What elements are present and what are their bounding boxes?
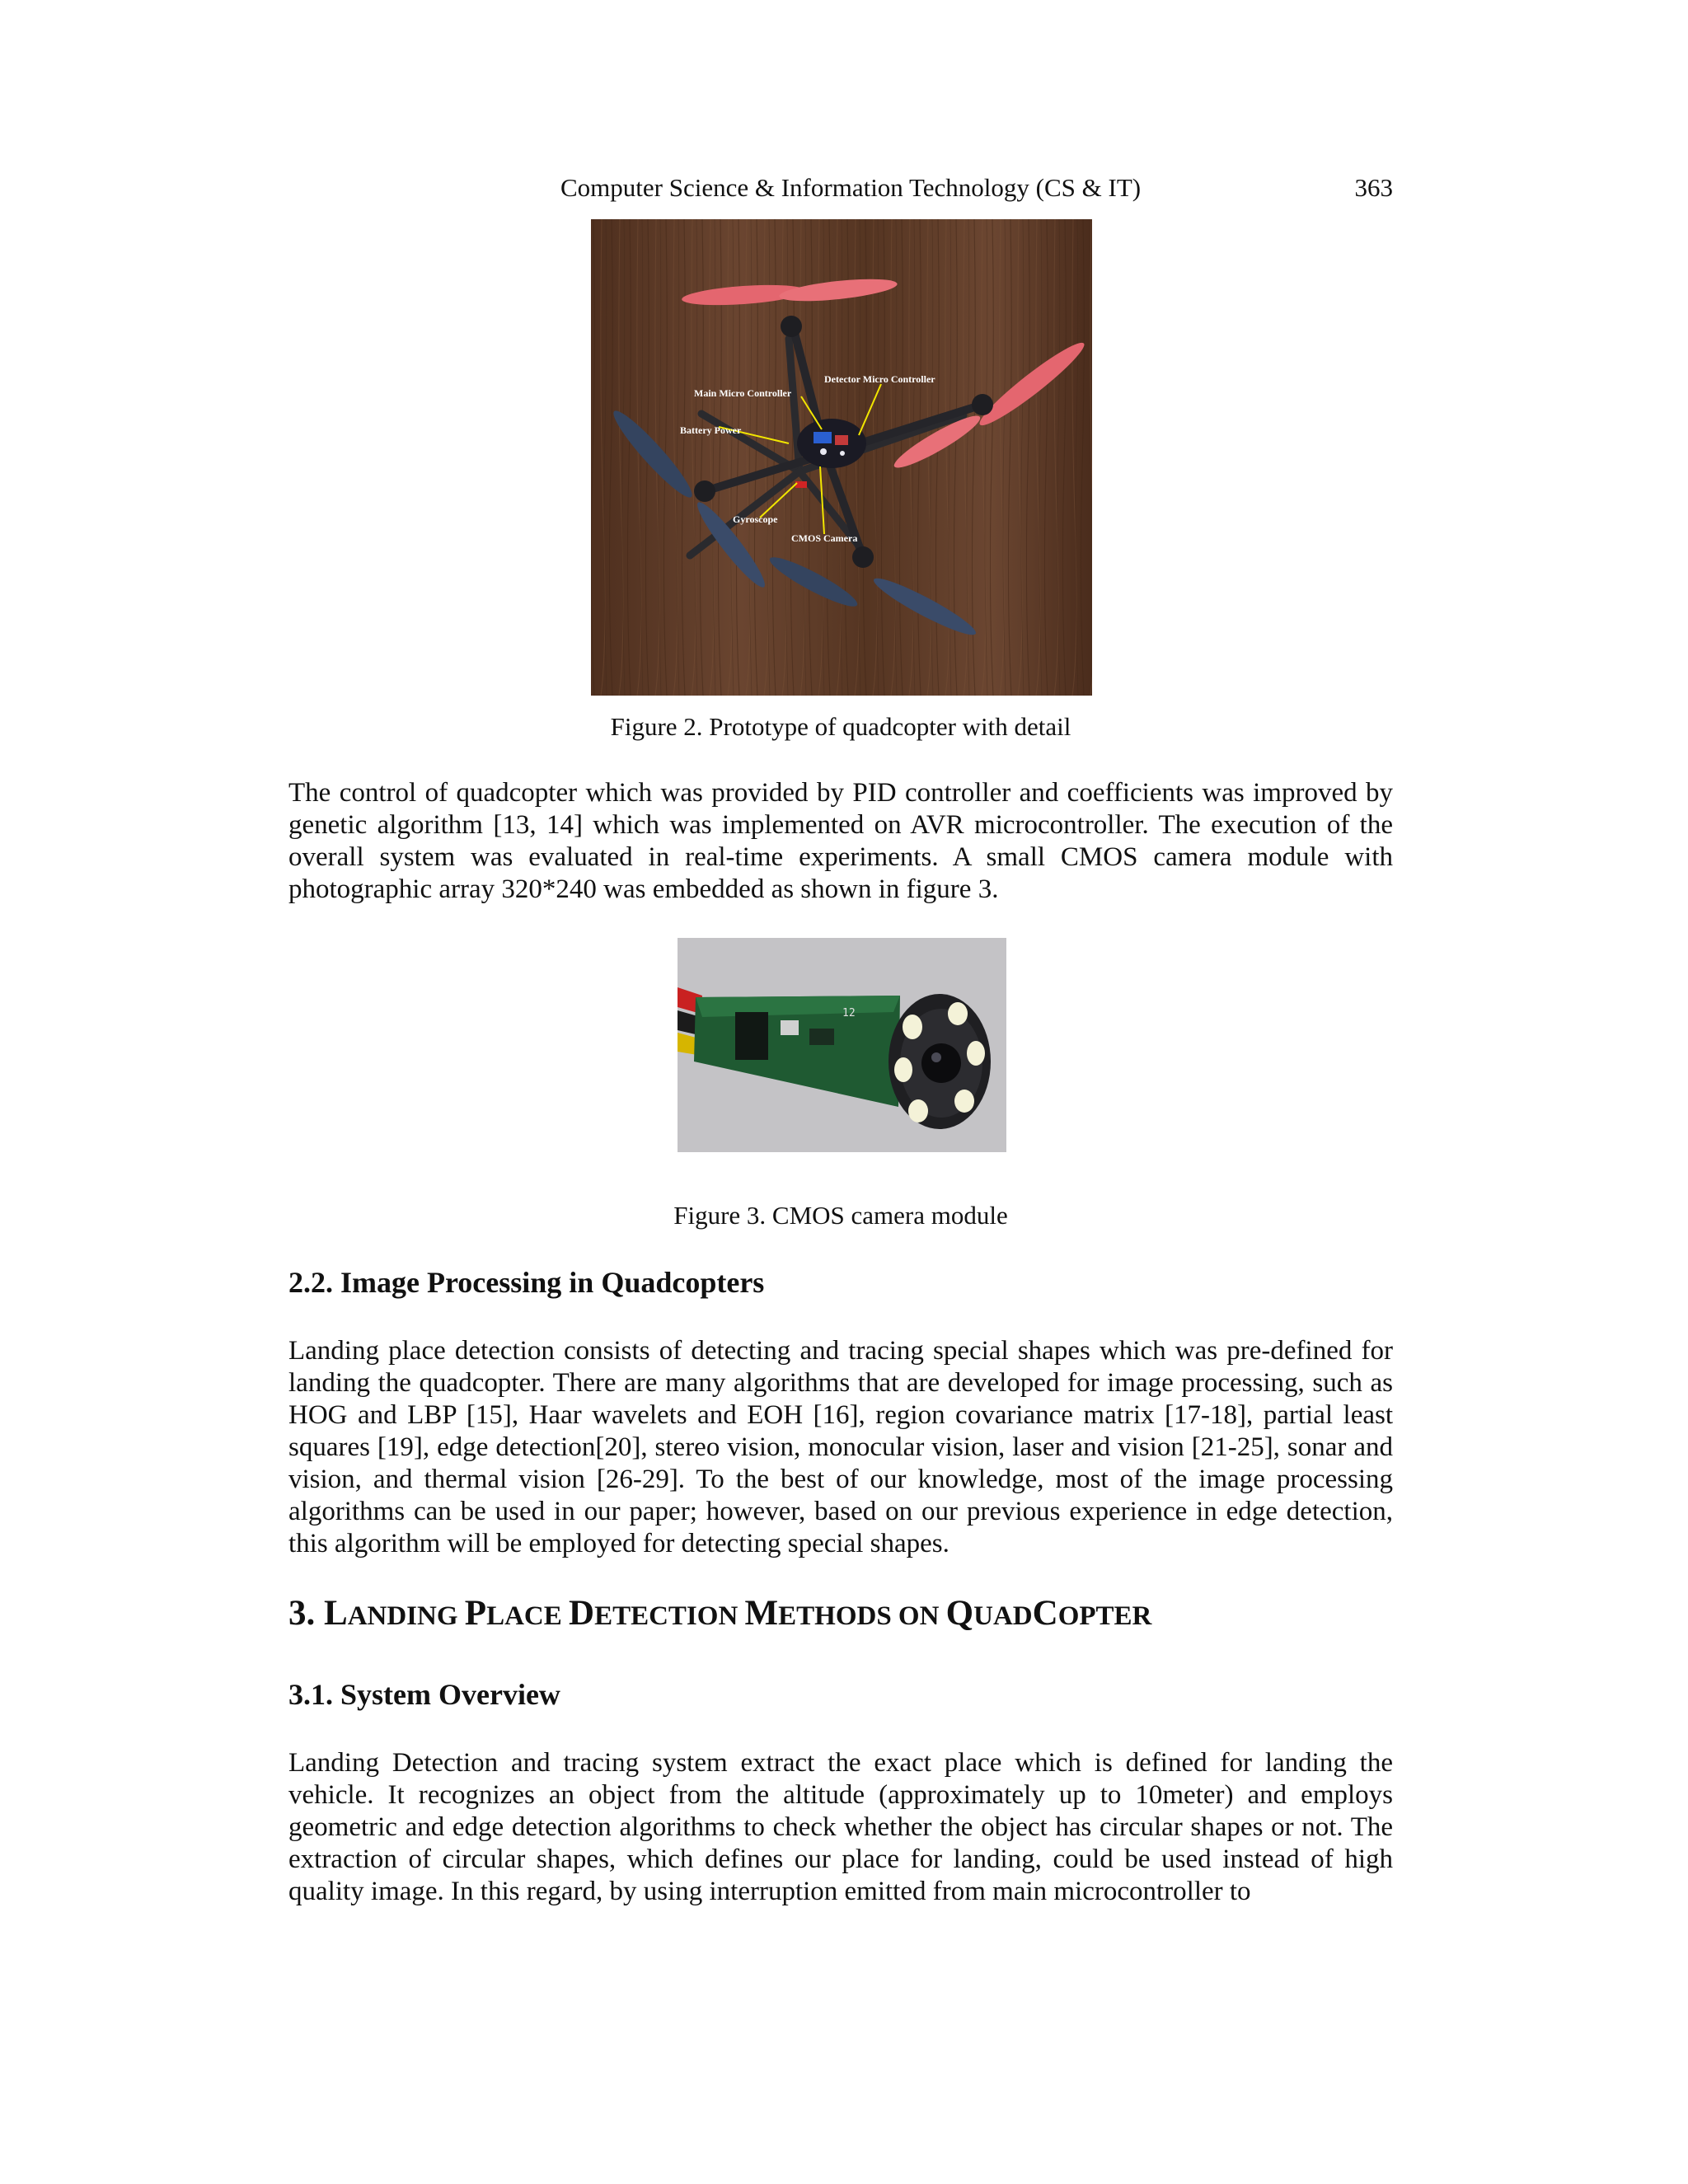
camera-lens <box>889 994 991 1129</box>
figure-3-camera-photo <box>678 938 1006 1152</box>
figure-2-quadcopter-photo <box>591 219 1092 696</box>
quadcopter-illustration <box>591 219 1092 696</box>
heading-2-2: 2.2. Image Processing in Quadcopters <box>288 1266 765 1299</box>
journal-title: Computer Science & Information Technology (CS & IT) <box>560 173 1142 202</box>
label-detector-micro-controller: Detector Micro Controller <box>824 373 935 385</box>
paragraph-control: The control of quadcopter which was provided by PID controller and coefficients was improved by genetic algorithm [13, 14] which was implemented on AVR microcontroller. The execution of the overall system was evaluated in real-time experiments. A small CMOS camera module with photographic array 320*240 was embedded as shown in figure 3. <box>288 778 1393 904</box>
paragraph-system-overview: Landing Detection and tracing system extract the exact place which is defined for landing the vehicle. It recognizes an object from the altitude (approximately up to 10meter) and employs geometric and edge detection algorithms to check whether the object has circular shapes or not. The extraction of circular shapes, which defines our place for landing, could be used instead of high quality image. In this regard, by using interruption emitted from main microcontroller to <box>288 1748 1393 1906</box>
heading-3: 3. LANDING PLACE DETECTION METHODS ON QUADCOPTER <box>288 1594 1152 1633</box>
label-main-micro-controller: Main Micro Controller <box>694 387 792 399</box>
figure-3-caption: Figure 3. CMOS camera module <box>673 1201 1008 1230</box>
label-cmos-camera: CMOS Camera <box>791 532 858 544</box>
label-gyroscope: Gyroscope <box>733 513 778 525</box>
page-number: 363 <box>1354 173 1393 202</box>
camera-module-illustration <box>678 938 1006 1152</box>
heading-3-1: 3.1. System Overview <box>288 1678 560 1711</box>
label-battery-power: Battery Power <box>680 424 742 436</box>
running-header <box>288 173 1393 209</box>
figure-2-caption: Figure 2. Prototype of quadcopter with detail <box>610 712 1071 741</box>
paragraph-image-processing: Landing place detection consists of detecting and tracing special shapes which was pre-defined for landing the quadcopter. There are many algorithms that are developed for image processing, such as HOG and LBP [15], Haar wavelets and EOH [16], region covariance matrix [17-18], partial least squares [19], edge detection[20], stereo vision, monocular vision, laser and vision [21-25], sonar and vision, and thermal vision [26-29]. To the best of our knowledge, most of the image processing algorithms can be used in our paper; however, based on our previous experience in edge detection, this algorithm will be employed for detecting special shapes. <box>288 1336 1393 1558</box>
svg-text:12: 12 <box>842 1007 856 1019</box>
